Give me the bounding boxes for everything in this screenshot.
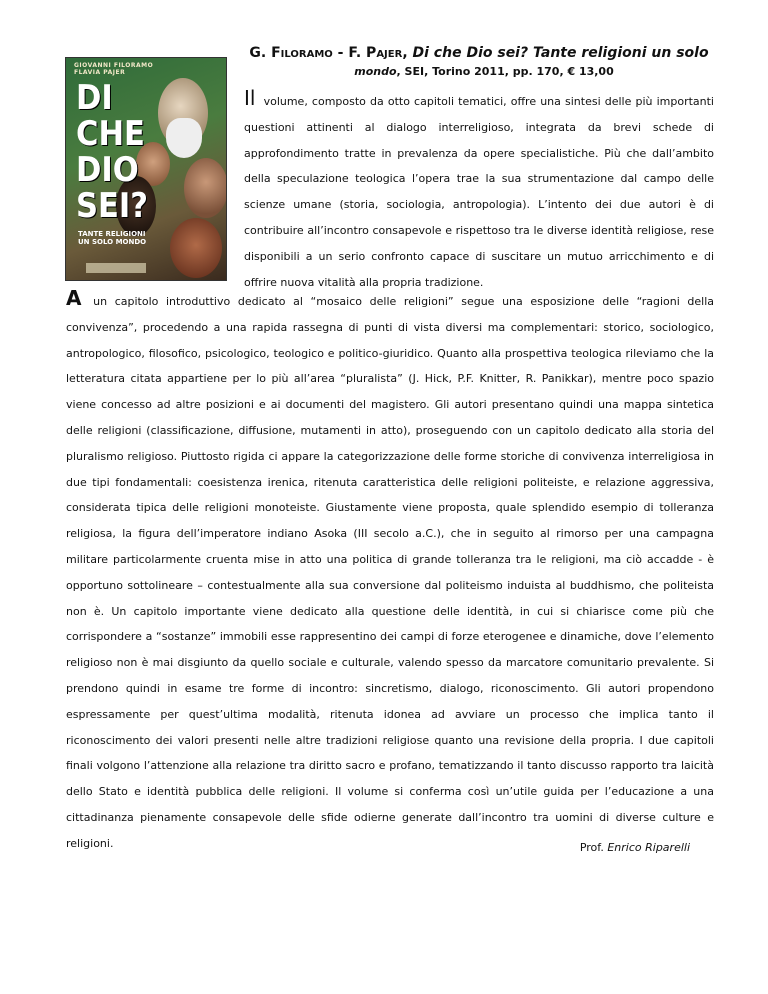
paragraph-1-text: volume, composto da otto capitoli tematici, offre una sintesi delle più importanti questioni attinenti al dialogo interreligioso, integrata da brevi schede di approfondimento tratte in prevalenza da opere specialistiche. Più che dall’ambito della speculazione teologica l’opera trae la sua strumentazione dal campo delle scienze umane (storia, sociologia, antropologia). L’intento dei due autori è di contribuire all’incontro consapevole e rispettoso tra le diverse identità religiose, rese disponibili a un serio confronto capace di suscitare un mutuo arricchimento e di offrire nuova vitalità alla propria tradizione.	[244, 95, 714, 289]
citation-separator: -	[332, 45, 349, 61]
citation-comma: ,	[402, 45, 413, 61]
cover-author-1: GIOVANNI FILORAMO	[74, 62, 154, 69]
signature-name: Enrico Riparelli	[607, 841, 690, 854]
paragraph-2-initial: A	[66, 286, 82, 310]
cover-authors	[74, 62, 153, 76]
cover-face-man	[184, 158, 226, 218]
citation-author-2: F. Pajer	[348, 45, 403, 61]
review-paragraph-1	[244, 88, 714, 295]
cover-author-2: FLAVIA PAJER	[74, 69, 126, 76]
cover-title: DI CHE DIO SEI?	[76, 78, 149, 226]
citation-author-1: G. Filoramo	[249, 45, 333, 61]
book-citation	[244, 42, 714, 80]
citation-line-2	[244, 64, 714, 80]
cover-face-bearded-man	[158, 78, 208, 148]
paragraph-1-initial: Il	[244, 86, 256, 110]
review-signature	[580, 840, 690, 856]
paragraph-2-text: un capitolo introduttivo dedicato al “mosaico delle religioni” segue una esposizione delle “ragioni della convivenza”, procedendo a una rapida rassegna di punti di vista diversi ma complementari: storico, sociologico, antropologico, filosofico, psicologico, teologico e politico-giuridico. Quanto alla prospettiva teologica rileviamo che la letteratura citata appartiene per lo più all’area “pluralista” (J. Hick, P.F. Knitter, R. Panikkar), mentre poco spazio viene concesso ad altre posizioni e ai documenti del magistero. Gli autori presentano quindi una mappa sintetica delle religioni (classificazione, diffusione, mutamenti in atto), proseguendo con un capitolo dedicato alla storia del pluralismo religioso. Piuttosto rigida ci appare la categorizzazione delle forme storiche di convivenza interreligiosa in due tipi fondamentali: coesistenza irenica, ritenuta caratteristica delle religioni politeiste, e relazione aggressiva, considerata tipica delle religioni monoteiste. Giustamente viene proposta, quale splendido esempio di tolleranza religiosa, la figura dell’imperatore indiano Asoka (III secolo a.C.), che in seguito al rimorso per una campagna militare particolarmente cruenta mise in atto una politica di grande tolleranza tra le religioni, ma ciò accadde - è opportuno sottolineare – contestualmente alla sua conversione dal politeismo induista al buddhismo, che politeista non è. Un capitolo importante viene dedicato alla questione delle identità, in cui si chiarisce come più che corrispondere a “sostanze” immobili esse rappresentino dei campi di forze eterogenee e dinamiche, dove l’elemento religioso non è mai disgiunto da quello sociale e culturale, valendo spesso da marcatore comunitario prevalente. Si prendono quindi in esame tre forme di incontro: sincretismo, dialogo, riconoscimento. Gli autori propendono espressamente per quest’ultima modalità, ritenuta idonea ad avviare un processo che implica tanto il riconoscimento dei valori presenti nelle altre tradizioni religiose quanto una revisione della propria. I due capitoli finali volgono l’attenzione alla relazione tra diritto sacro e profano, tematizzando il tanto discusso rapporto tra laicità dello Stato e identità pubblica delle religioni. Il volume si conferma così un’utile guida per l’educazione a una cittadinanza pienamente consapevole delle sfide odierne generate dall’incontro tra uomini di diverse culture e religioni.	[66, 295, 714, 850]
cover-publisher-logo	[86, 263, 146, 273]
citation-title-end: mondo	[354, 65, 397, 78]
review-paragraph-2	[66, 288, 714, 857]
book-cover-image	[66, 58, 226, 280]
citation-title: Di che Dio sei? Tante religioni un solo	[412, 45, 709, 61]
citation-line-1	[244, 42, 714, 64]
signature-prefix: Prof.	[579, 841, 608, 854]
citation-details: , SEI, Torino 2011, pp. 170, € 13,00	[396, 65, 614, 78]
cover-subtitle: TANTE RELIGIONI UN SOLO MONDO	[78, 230, 147, 246]
cover-face-figure	[170, 218, 222, 278]
